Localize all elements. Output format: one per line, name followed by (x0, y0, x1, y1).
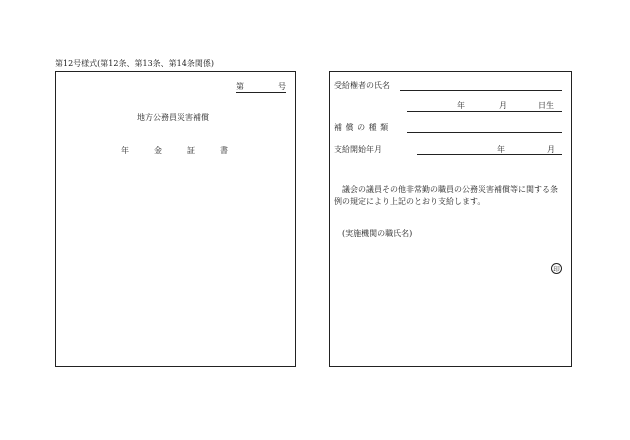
dob-line (407, 111, 562, 112)
dob-day: 日生 (538, 101, 554, 110)
start-month: 月 (547, 145, 555, 154)
certificate-number-field (236, 82, 286, 93)
dob-year: 年 (457, 101, 465, 110)
form-number: 第12号様式(第12条、第13条、第14条関係) (55, 59, 214, 68)
heading: 地方公務員災害補償 (137, 113, 209, 122)
number-prefix: 第 (236, 82, 244, 91)
seal-icon: 印 (551, 263, 562, 274)
body-line-2: 例の規定により上記のとおり支給します。 (334, 197, 486, 206)
compensation-type-line (407, 132, 562, 133)
title-char-3: 証 (187, 146, 195, 155)
start-year: 年 (497, 145, 505, 154)
recipient-label: 受給権者の氏名 (334, 81, 390, 90)
agency-label: (実施機関の職氏名) (342, 229, 413, 238)
recipient-name-line (400, 90, 562, 91)
title-char-4: 書 (220, 146, 228, 155)
title-char-2: 金 (154, 146, 162, 155)
certificate-right-panel (329, 71, 572, 367)
body-line-1: 議会の議員その他非常勤の職員の公務災害補償等に関する条 (342, 185, 558, 194)
dob-month: 月 (499, 101, 507, 110)
number-suffix: 号 (278, 82, 286, 91)
compensation-type-label: 補 償 の 種 類 (334, 123, 389, 132)
start-label: 支給開始年月 (334, 145, 382, 154)
certificate-left-panel (55, 71, 296, 367)
title-char-1: 年 (121, 146, 129, 155)
start-line (417, 154, 562, 155)
